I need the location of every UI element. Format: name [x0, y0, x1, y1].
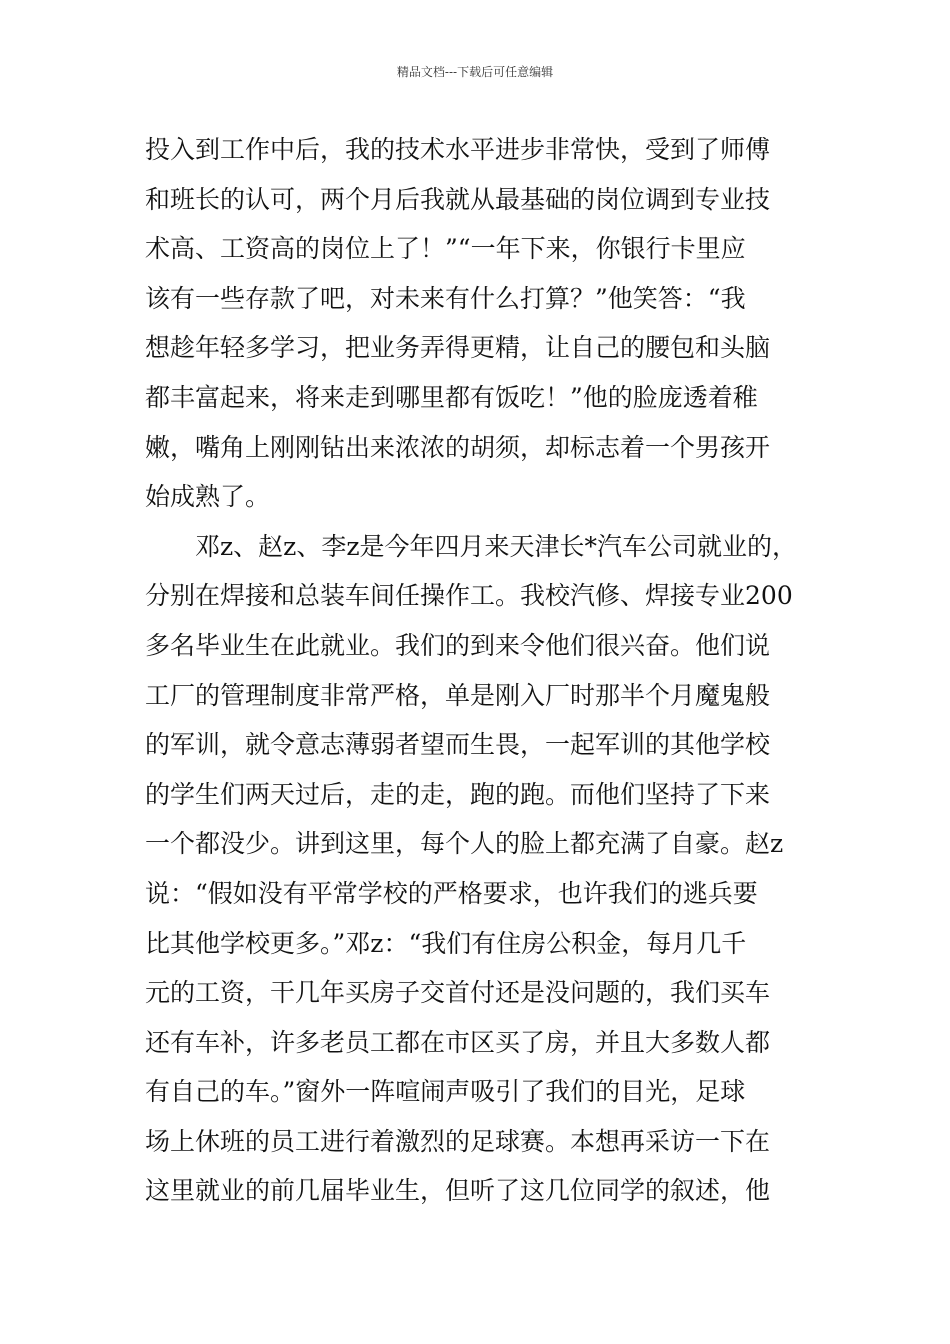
paragraph-1 [145, 125, 815, 522]
text-line: 还有车补，许多老员工都在市区买了房，并且大多数人都 [145, 1027, 771, 1057]
text-line: 都丰富起来，将来走到哪里都有饭吃！”他的脸庞透着稚 [145, 382, 758, 412]
paragraph-2 [145, 522, 815, 1216]
text-line: 比其他学校更多。”邓z：“我们有住房公积金，每月几千 [145, 928, 747, 958]
text-line-indented: 邓z、赵z、李z是今年四月来天津长*汽车公司就业的， [195, 531, 798, 561]
text-line: 术高、工资高的岗位上了！”“一年下来，你银行卡里应 [145, 234, 746, 264]
text-line: 始成熟了。 [145, 482, 271, 512]
document-body [145, 125, 815, 1216]
text-line: 分别在焊接和总装车间任操作工。我校汽修、焊接专业200 [145, 581, 793, 611]
text-line: 有自己的车。”窗外一阵喧闹声吸引了我们的目光，足球 [145, 1077, 746, 1107]
text-line: 嫩，嘴角上刚刚钻出来浓浓的胡须，却标志着一个男孩开 [145, 432, 771, 462]
text-line: 多名毕业生在此就业。我们的到来令他们很兴奋。他们说 [145, 630, 771, 660]
text-line: 想趁年轻多学习，把业务弄得更精，让自己的腰包和头脑 [145, 333, 771, 363]
text-line: 的学生们两天过后，走的走，跑的跑。而他们坚持了下来 [145, 779, 771, 809]
text-line: 投入到工作中后，我的技术水平进步非常快，受到了师傅 [145, 135, 771, 164]
text-line: 元的工资，干几年买房子交首付还是没问题的，我们买车 [145, 978, 771, 1008]
text-line: 的军训，就令意志薄弱者望而生畏，一起军训的其他学校 [145, 730, 771, 760]
text-line: 场上休班的员工进行着激烈的足球赛。本想再采访一下在 [145, 1126, 771, 1156]
text-line: 说：“假如没有平常学校的严格要求，也许我们的逃兵要 [145, 878, 758, 908]
text-line: 这里就业的前几届毕业生，但听了这几位同学的叙述，他 [145, 1176, 771, 1206]
text-line: 和班长的认可，两个月后我就从最基础的岗位调到专业技 [145, 184, 771, 214]
text-line: 工厂的管理制度非常严格，单是刚入厂时那半个月魔鬼般 [145, 680, 771, 710]
text-line: 一个都没少。讲到这里，每个人的脸上都充满了自豪。赵z [145, 829, 784, 859]
page-header: 精品文档---下载后可任意编辑 [396, 65, 554, 79]
text-line: 该有一些存款了吧，对未来有什么打算？”他笑答：“我 [145, 283, 746, 313]
